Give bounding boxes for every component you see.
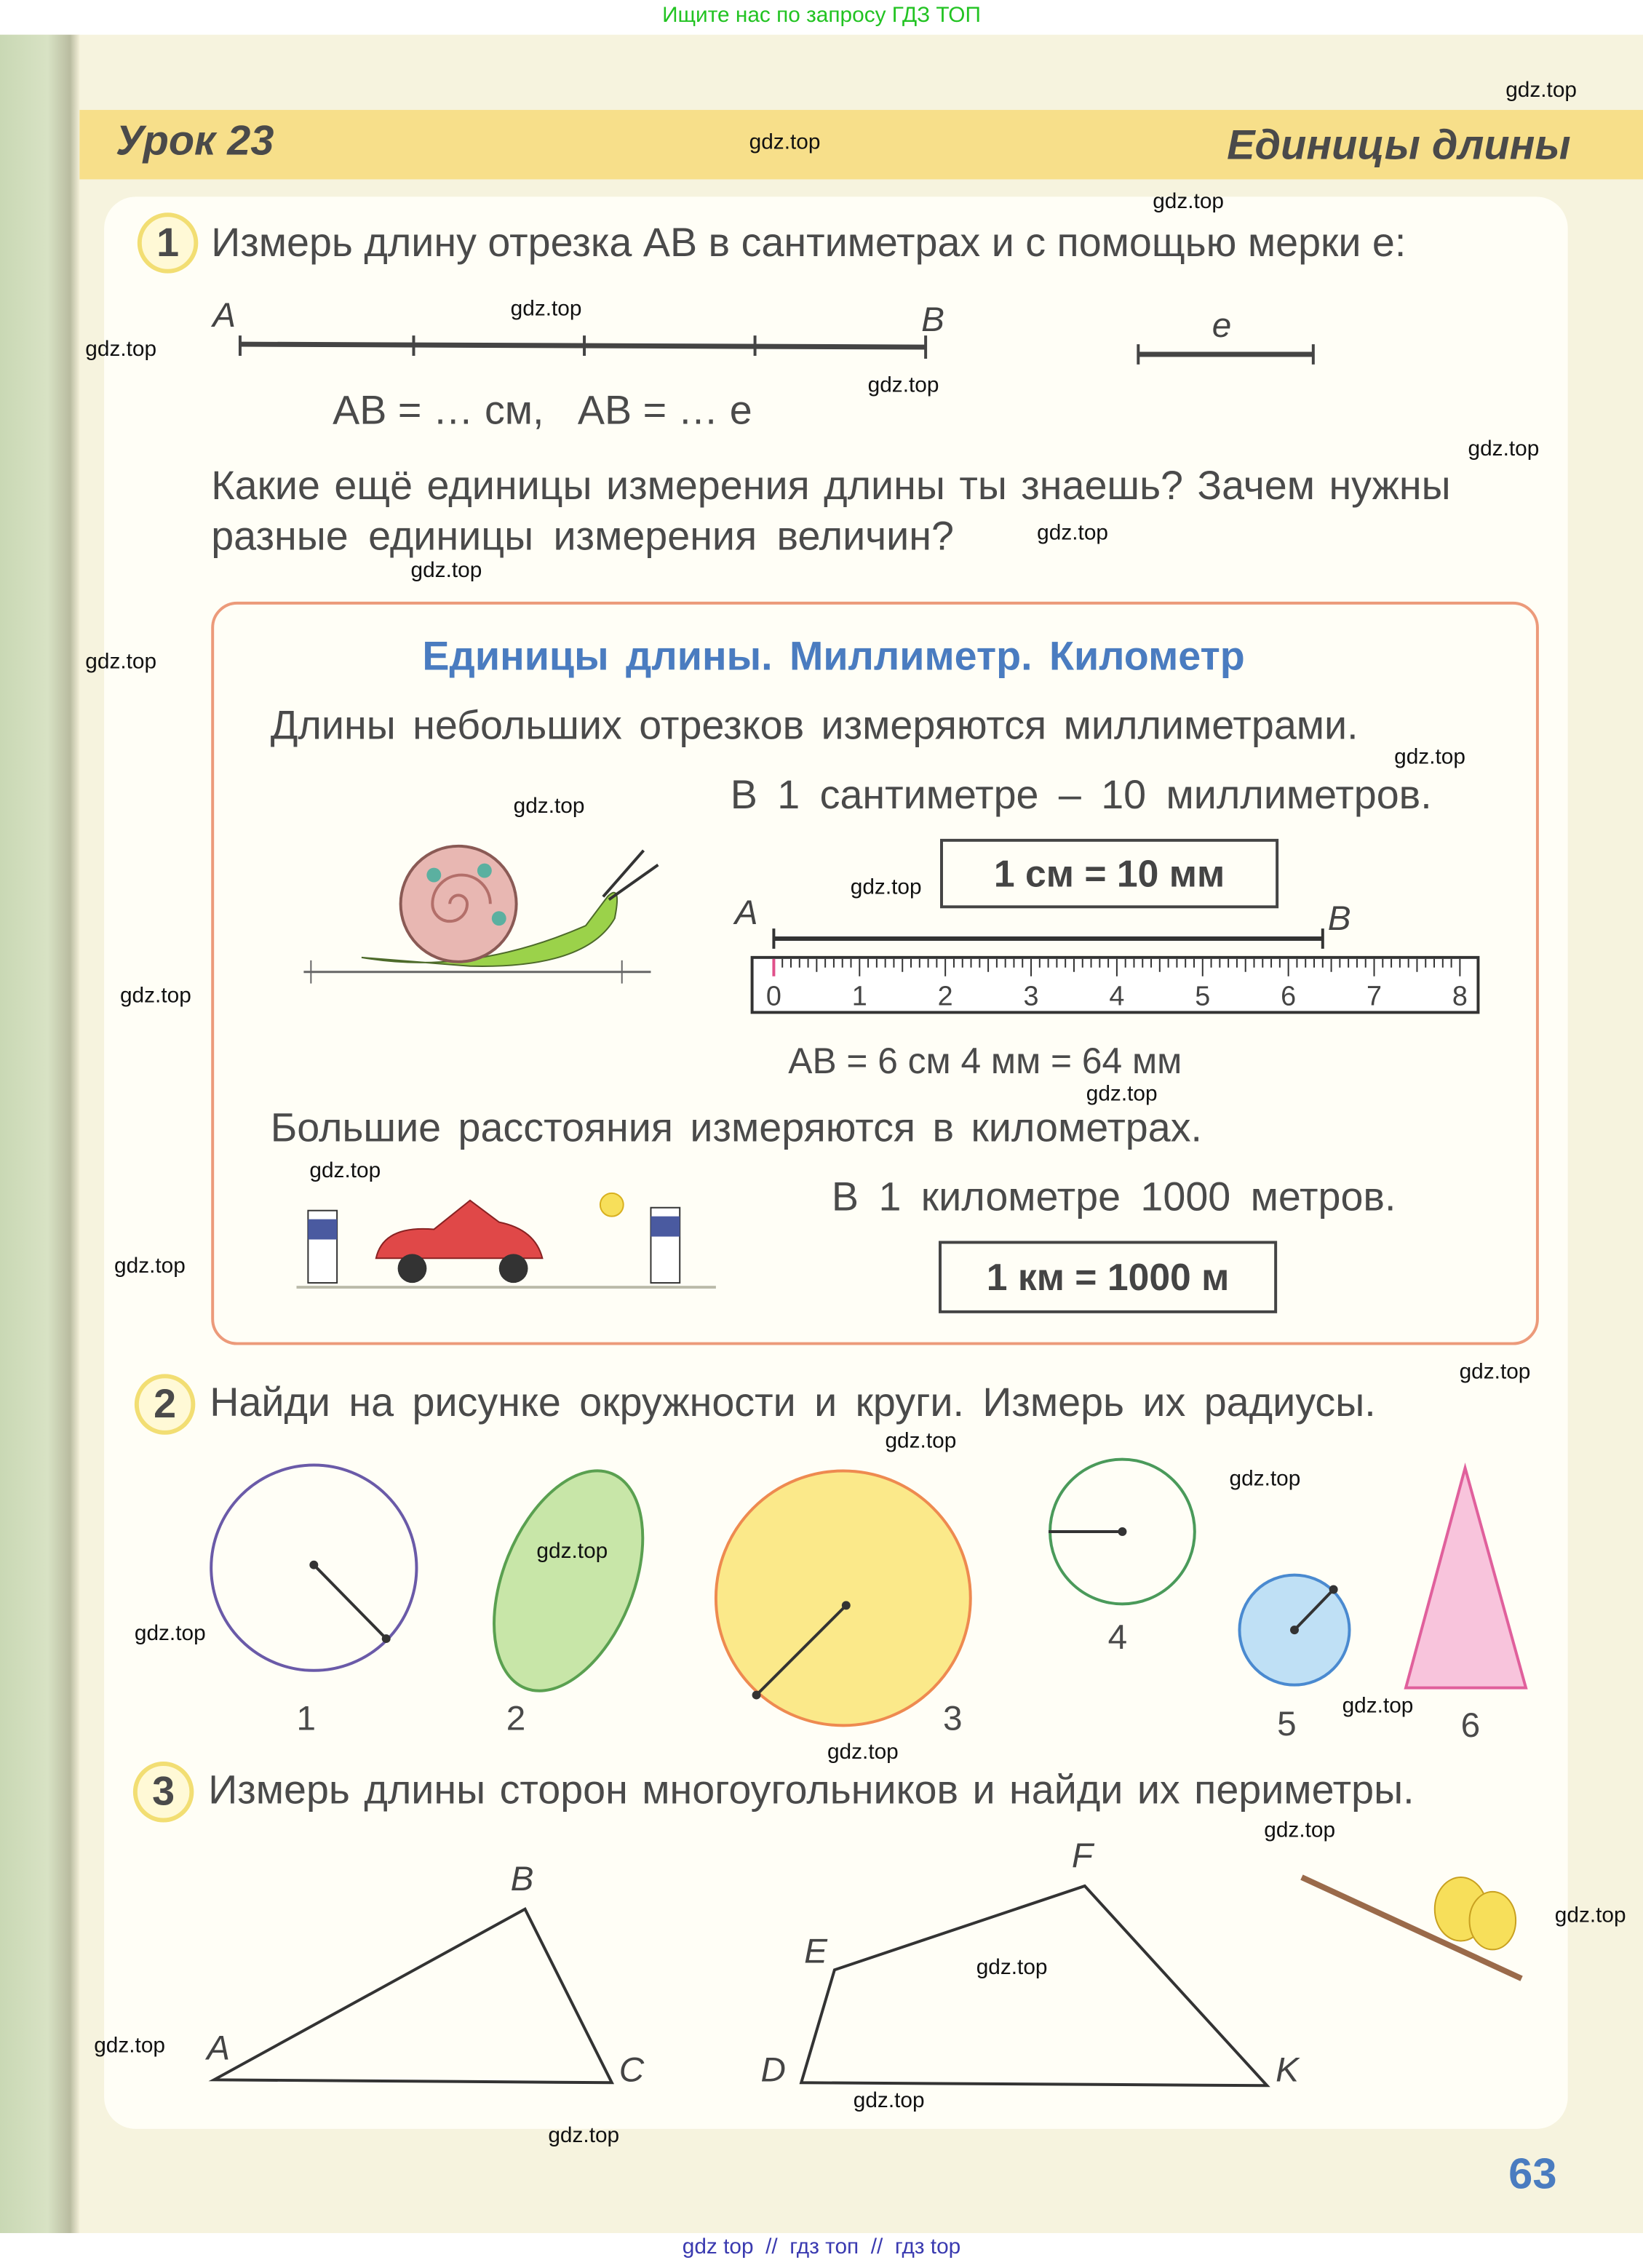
ruler-label: 6 [1281,981,1297,1012]
polygons-figures [202,1866,1562,2112]
watermark: gdz.top [867,373,939,398]
figure-2-ellipse [465,1454,672,1713]
triangle-abc [214,1909,612,2083]
watermark: gdz.top [309,1158,381,1183]
watermark: gdz.top [85,337,157,362]
ruler-point-b: B [1327,899,1351,939]
watermark: gdz.top [134,1621,206,1647]
ruler-label: 4 [1109,981,1125,1012]
figure-label-1: 1 [296,1699,317,1739]
ruler [745,926,1486,1018]
task1-formula: AB = … см, AB = … e [333,387,752,433]
watermark: gdz.top [548,2122,620,2148]
watermark: gdz.top [1086,1081,1158,1107]
task-number-1: 1 [138,212,198,273]
lesson-topic: Единицы длины [1227,122,1571,170]
watermark: gdz.top [1394,744,1465,770]
vertex-b: B [510,1860,534,1899]
watermark: gdz.top [1037,520,1109,546]
info-line-2: В 1 сантиметре – 10 миллиметров. [730,772,1432,818]
task1-question-2: разные единицы измерения величин? [211,513,954,559]
ruler-label: 0 [765,981,781,1012]
figure-label-6: 6 [1460,1706,1481,1746]
vertex-c: C [618,2050,645,2090]
watermark: gdz.top [1342,1693,1414,1719]
watermark: gdz.top [1153,189,1225,215]
ruler-label: 2 [937,981,953,1012]
result-text: AB = 6 см 4 мм = 64 мм [788,1041,1182,1082]
task2-text: Найди на рисунке окружности и круги. Измерь их радиусы. [210,1380,1376,1425]
vertex-k: K [1276,2050,1299,2090]
vertex-f: F [1071,1837,1094,1877]
watermark: gdz.top [410,558,482,584]
rule-mm-box: 1 см = 10 мм [940,839,1278,908]
watermark: gdz.top [1468,437,1540,462]
info-line-3: Большие расстояния измеряются в километрах. [270,1105,1203,1150]
watermark: gdz.top [1505,78,1578,103]
figure-label-4: 4 [1107,1618,1128,1658]
ruler-label: 8 [1452,981,1468,1012]
top-banner[interactable]: Ищите нас по запросу ГДЗ ТОП [662,2,981,28]
watermark: gdz.top [85,649,157,675]
page-number: 63 [1508,2150,1557,2199]
task-number-3: 3 [133,1762,194,1822]
task-number-2: 2 [135,1374,195,1434]
measure-e-label: e [1212,306,1232,346]
snail-illustration [296,839,672,998]
watermark: gdz.top [94,2033,166,2058]
watermark: gdz.top [827,1740,899,1764]
info-title: Единицы длины. Миллиметр. Километр [422,633,1245,679]
watermark: gdz.top [536,1538,608,1564]
watermark: gdz.top [510,296,582,322]
footer-links[interactable]: gdz top // гдз топ // гдз top [682,2234,961,2259]
figure-5-disk [1239,1575,1349,1685]
watermark: gdz.top [119,983,191,1008]
watermark: gdz.top [1229,1466,1301,1492]
watermark: gdz.top [1459,1359,1531,1385]
rule-km-box: 1 км = 1000 м [939,1241,1277,1313]
figure-label-3: 3 [942,1699,963,1739]
lesson-number: Урок 23 [116,118,274,165]
figure-6-triangle [1406,1468,1526,1688]
butterfly-illustration [1302,1877,1521,1978]
ruler-label: 3 [1023,981,1039,1012]
figure-label-2: 2 [506,1699,526,1739]
task3-text: Измерь длины сторон многоугольников и найди их периметры. [208,1767,1415,1813]
figure-3-disk [716,1471,971,1725]
info-line-4: В 1 километре 1000 метров. [831,1174,1396,1219]
task1-question-1: Какие ещё единицы измерения длины ты знаешь? Зачем нужны [211,463,1451,508]
vertex-a: A [207,2029,231,2069]
watermark: gdz.top [885,1428,957,1454]
watermark: gdz.top [513,794,585,819]
segment-ab-diagram [202,290,1359,391]
task1-text: Измерь длину отрезка AB в сантиметрах и с помощью мерки e: [211,220,1407,265]
watermark: gdz.top [850,875,922,900]
quadrilateral-defk [801,1886,1267,2085]
figure-4-circle [1049,1460,1195,1604]
info-line-1: Длины небольших отрезков измеряются миллиметрами. [270,703,1358,748]
watermark: gdz.top [1554,1903,1626,1928]
vertex-e: E [804,1932,827,1972]
point-a-label: A [212,296,236,336]
ruler-label: 5 [1195,981,1211,1012]
watermark: gdz.top [1264,1818,1336,1843]
figure-1-circle [211,1465,416,1671]
point-b-label: B [921,301,944,341]
vertex-d: D [760,2050,787,2090]
watermark: gdz.top [114,1254,186,1279]
watermark: gdz.top [749,130,821,155]
ruler-label: 7 [1366,981,1383,1012]
info-result [788,1041,1182,1083]
ruler-label: 1 [851,981,867,1012]
page-spine [0,35,79,2233]
figure-label-5: 5 [1277,1705,1297,1745]
watermark: gdz.top [976,1955,1048,1981]
car-illustration [296,1179,730,1302]
ruler-point-a: A [734,894,758,934]
watermark: gdz.top [853,2088,925,2114]
